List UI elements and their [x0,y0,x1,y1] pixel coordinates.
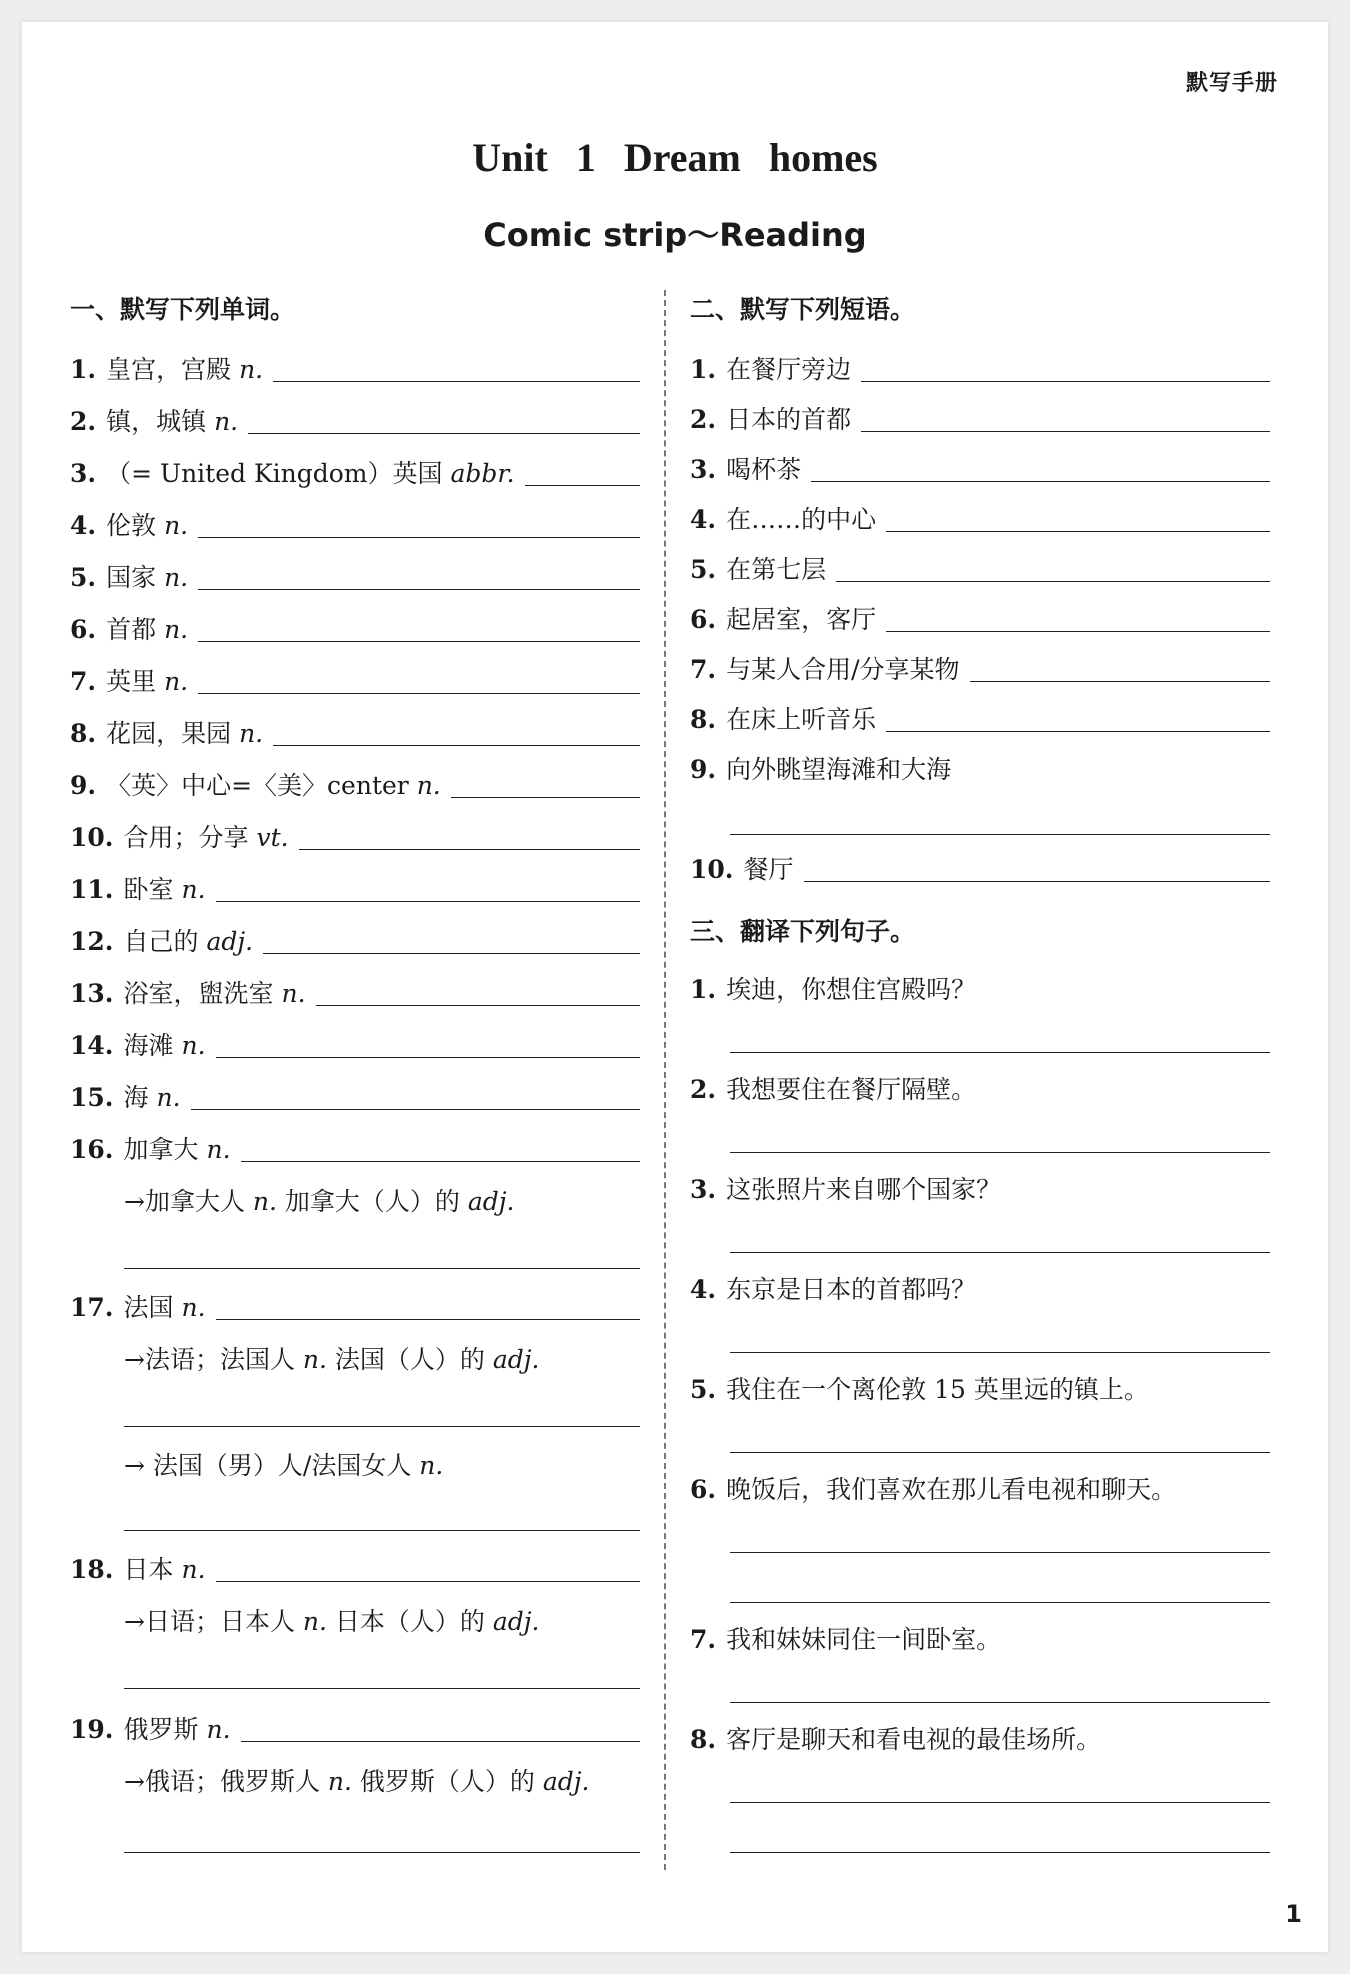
phrase-item: 1. 在餐厅旁边 [690,350,1270,386]
derived-forms-18: →日语；日本人 n. 日本（人）的 adj. [124,1607,540,1636]
phrase-item: 7. 与某人合用/分享某物 [690,650,1270,686]
word-item: 2. 镇，城镇 n. [70,402,640,438]
answer-line[interactable] [241,1741,640,1742]
phrase-item: 4. 在……的中心 [690,500,1270,536]
sentence-item: 8. 客厅是聊天和看电视的最佳场所。 [690,1725,1102,1754]
answer-line[interactable] [124,1852,640,1853]
answer-line[interactable] [811,481,1270,482]
answer-line[interactable] [886,731,1270,732]
word-item: 10. 合用；分享 vt. [70,818,640,854]
page-subtitle: Comic strip～Reading [483,216,867,254]
phrase-item: 3. 喝杯茶 [690,450,1270,486]
derived-forms-16: →加拿大人 n. 加拿大（人）的 adj. [124,1187,515,1216]
answer-line[interactable] [886,531,1270,532]
phrase-item: 5. 在第七层 [690,550,1270,586]
sentence-item: 7. 我和妹妹同住一间卧室。 [690,1625,1002,1654]
word-item: 4. 伦敦 n. [70,506,640,542]
word-item: 13. 浴室，盥洗室 n. [70,974,640,1010]
answer-line[interactable] [886,631,1270,632]
section-1-title: 一、默写下列单词。 [70,295,296,324]
word-item: 6. 首都 n. [70,610,640,646]
word-item: 3. （= United Kingdom）英国 abbr. [70,454,640,490]
book-header: 默写手册 [1185,71,1278,96]
answer-line[interactable] [216,901,640,902]
answer-line[interactable] [730,1802,1270,1803]
derived-forms-17: →法语；法国人 n. 法国（人）的 adj. [124,1345,540,1374]
answer-line[interactable] [525,485,640,486]
sentence-item: 5. 我住在一个离伦敦 15 英里远的镇上。 [690,1375,1149,1404]
word-item: 14. 海滩 n. [70,1026,640,1062]
word-item: 9. 〈英〉中心=〈美〉center n. [70,766,640,802]
word-item: 7. 英里 n. [70,662,640,698]
answer-line[interactable] [124,1688,640,1689]
page-title: Unit 1 Dream homes [472,135,878,180]
answer-line[interactable] [836,581,1270,582]
phrase-item: 6. 起居室，客厅 [690,600,1270,636]
answer-line[interactable] [216,1581,640,1582]
word-item: 19. 俄罗斯 n. [70,1710,640,1746]
page-number: 1 [1285,1900,1302,1928]
answer-line[interactable] [124,1268,640,1269]
word-item: 11. 卧室 n. [70,870,640,906]
answer-line[interactable] [730,1602,1270,1603]
answer-line[interactable] [198,537,640,538]
answer-line[interactable] [804,881,1270,882]
phrase-item: 10. 餐厅 [690,850,1270,886]
answer-line[interactable] [273,745,640,746]
section-3-title: 三、翻译下列句子。 [690,917,916,946]
answer-line[interactable] [248,433,640,434]
phrase-item: 2. 日本的首都 [690,400,1270,436]
answer-line[interactable] [241,1161,640,1162]
answer-line[interactable] [730,1352,1270,1353]
answer-line[interactable] [730,1052,1270,1053]
word-item: 16. 加拿大 n. [70,1130,640,1166]
answer-line[interactable] [730,1252,1270,1253]
answer-line[interactable] [216,1057,640,1058]
answer-line[interactable] [970,681,1270,682]
answer-line[interactable] [191,1109,640,1110]
word-item: 8. 花园，果园 n. [70,714,640,750]
answer-line[interactable] [861,431,1270,432]
answer-line[interactable] [198,641,640,642]
section-2-title: 二、默写下列短语。 [690,295,916,324]
answer-line[interactable] [730,1852,1270,1853]
answer-line[interactable] [216,1319,640,1320]
sentence-item: 6. 晚饭后，我们喜欢在那儿看电视和聊天。 [690,1475,1177,1504]
answer-line[interactable] [861,381,1270,382]
word-item: 1. 皇宫，宫殿 n. [70,350,640,386]
sentence-item: 1. 埃迪，你想住宫殿吗？ [690,975,977,1004]
answer-line[interactable] [730,834,1270,835]
derived-forms-17b: → 法国（男）人/法国女人 n. [124,1451,444,1480]
answer-line[interactable] [198,589,640,590]
answer-line[interactable] [299,849,640,850]
word-item: 5. 国家 n. [70,558,640,594]
answer-line[interactable] [124,1530,640,1531]
phrase-item: 8. 在床上听音乐 [690,700,1270,736]
word-item: 15. 海 n. [70,1078,640,1114]
sentence-item: 3. 这张照片来自哪个国家？ [690,1175,1002,1204]
answer-line[interactable] [263,953,640,954]
column-divider [664,290,666,1870]
answer-line[interactable] [730,1152,1270,1153]
sentence-item: 4. 东京是日本的首都吗？ [690,1275,977,1304]
answer-line[interactable] [730,1702,1270,1703]
answer-line[interactable] [198,693,640,694]
answer-line[interactable] [451,797,640,798]
word-item: 17. 法国 n. [70,1288,640,1324]
word-item: 12. 自己的 adj. [70,922,640,958]
word-item: 18. 日本 n. [70,1550,640,1586]
answer-line[interactable] [730,1452,1270,1453]
sentence-item: 2. 我想要住在餐厅隔壁。 [690,1075,977,1104]
answer-line[interactable] [730,1552,1270,1553]
answer-line[interactable] [273,381,640,382]
answer-line[interactable] [124,1426,640,1427]
answer-line[interactable] [316,1005,640,1006]
phrase-item: 9. 向外眺望海滩和大海 [690,755,952,784]
derived-forms-19: →俄语；俄罗斯人 n. 俄罗斯（人）的 adj. [124,1767,590,1796]
